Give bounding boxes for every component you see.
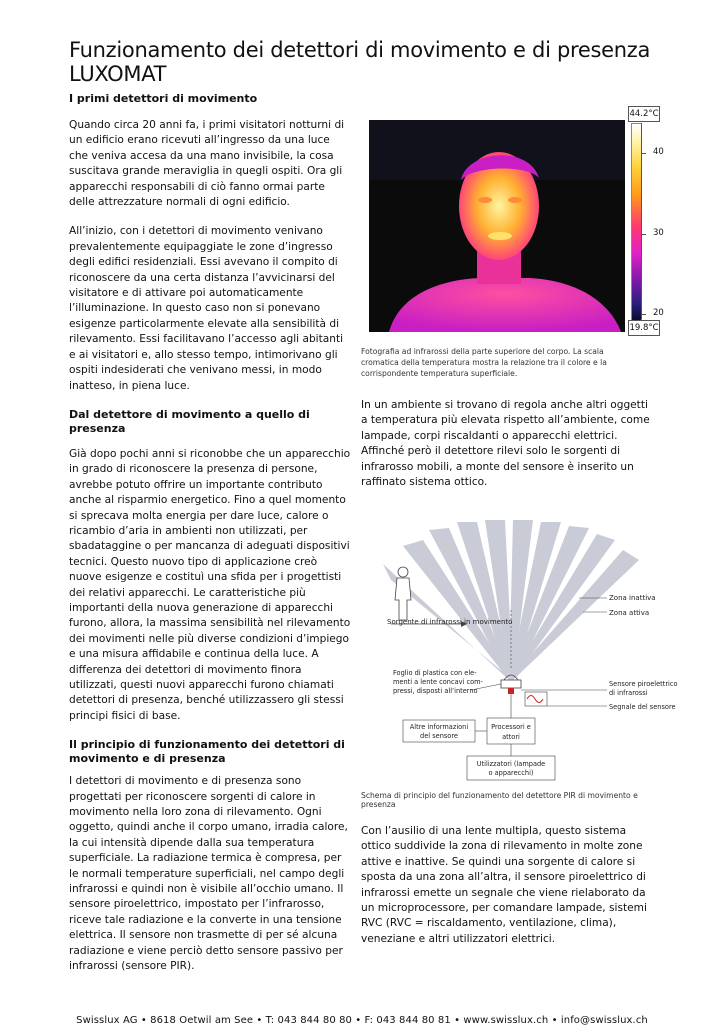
person-figure <box>395 567 411 620</box>
scale-tick-label: 20 <box>653 308 664 318</box>
label-sensore: di infrarossi <box>609 689 648 697</box>
label-altre: del sensore <box>420 732 458 740</box>
label-altre: Altre informazioni <box>409 723 469 731</box>
scale-tick-label: 30 <box>653 228 664 238</box>
scale-tick <box>641 314 646 315</box>
section-heading-primi-detettori: I primi detettori di movimento <box>69 92 258 105</box>
left-column <box>69 92 351 975</box>
page-title: Funzionamento dei detettori di movimento e di presenza LUXOMAT <box>69 38 651 86</box>
label-utilizzatori: o apparecchi) <box>488 769 534 777</box>
signal-box <box>525 692 547 706</box>
scale-tick-label: 40 <box>653 147 664 157</box>
pir-diagram-svg <box>361 520 678 790</box>
label-sorgente: Sorgente di infrarossi in movimento <box>387 618 513 626</box>
pyro-sensor <box>508 688 514 694</box>
scale-tick <box>641 234 646 235</box>
lens-element <box>501 680 521 688</box>
scale-max-label: 44.2°C <box>628 106 660 122</box>
section-heading-movimento-presenza: Dal detettore di movimento a quello di presenza <box>69 407 310 435</box>
diagram-caption: Schema di principio del funzionamento del detettore PIR di movimento e presenza <box>361 791 638 809</box>
label-zona-inattiva: Zona inattiva <box>609 594 656 602</box>
paragraph: Con l’ausilio di una lente multipla, questo sistema ottico suddivide la zona di rilevamento in molte zone attive e inattive. Se quindi una sorgente di calore si sposta da una zona all’altra, il sensore piroelettrico di infrarossi emette un segnale che viene rielaborato da un microprocessore, per comandare lampade, sistemi RVC (RVC = riscaldamento, ventilazione, clima), veneziane e altri utilizzatori elettrici. <box>361 825 647 945</box>
scale-min-label: 19.8°C <box>628 320 660 336</box>
infrared-photo <box>369 120 625 332</box>
paragraph: I detettori di movimento e di presenza sono progettati per riconoscere sorgenti di calore in movimento nella loro zona di rilevamento. Ogni oggetto, quindi anche il corpo umano, irradia calore, la cui intensità dipende dalla sua temperatura superficiale. La radiazione termica è compresa, per le normali temperature superficiali, nel campo degli infrarossi e quindi non è visibile all’occhio umano. Il sensore piroelettrico, impostato per l’infrarosso, riceve tale radiazione e la converte in una tensione elettrica. Il sensore non trasmette di per sé alcuna radiazione e viene perciò detto sensore passivo per infrarossi (sensore PIR). <box>69 775 348 973</box>
label-segnale: Segnale del sensore <box>609 703 676 711</box>
label-sensore: Sensore piroelettrico <box>609 680 678 688</box>
scale-tick <box>641 153 646 154</box>
label-foglio: menti a lente concavi com- <box>393 678 483 686</box>
label-zona-attiva: Zona attiva <box>609 609 650 617</box>
paragraph: Già dopo pochi anni si riconobbe che un apparecchio in grado di riconoscere la presenza di persone, avrebbe potuto offrire un importante contributo anche al risparmio energetico. Fino a quel momento si sprecava molta energia per dare luce, calore o ricambio d’aria in ambienti non utilizzati, per sbadataggine o per mancanza di adeguati dispositivi tecnici. Questo nuovo tipo di applicazione creò nuove esigenze e costituì una sfida per i progettisti dei relativi apparecchi. Le caratteristiche più importanti della nuova generazione di apparecchi furono, allora, la massima sensibilità nel rilevamento dei movimenti nelle più diverse condizioni d’impiego e una misura affidabile e continua della luce. A differenza dei detettori di movimento finora utilizzati, questi nuovi apparecchi furono chiamati detettori di presenza, benché utilizzassero gli stessi principi fisici di base. <box>69 447 351 722</box>
photo-caption: Fotografia ad infrarossi della parte superiore del corpo. La scala cromatica della temperatura mostra la relazione tra il colore e la corrispondente temperatura superficiale. <box>361 347 607 378</box>
label-foglio: Foglio di plastica con ele- <box>393 669 477 677</box>
paragraph: In un ambiente si trovano di regola anche altri oggetti a temperatura più elevata rispetto all’ambiente, come lampade, corpi riscaldanti o apparecchi elettrici. Affinché però il detettore rilevi solo le sorgenti di infrarosso mobili, a monte del sensore è inserito un raffinato sistema ottico. <box>361 399 650 489</box>
section-heading-principio: Il principio di funzionamento dei detettori di movimento e di presenza <box>69 738 345 766</box>
pir-diagram <box>361 520 678 790</box>
footer-contact: Swisslux AG • 8618 Oetwil am See • T: 043 844 80 80 • F: 043 844 80 81 • www.swisslux.ch • info@swisslux.ch <box>76 1015 648 1026</box>
paragraph: Quando circa 20 anni fa, i primi visitatori notturni di un edificio erano ricevuti all’ingresso da una luce che veniva accesa da una mano invisibile, la cosa suscitava grande meraviglia in quegli ospiti. Ora gli apparecchi responsabili di ciò fanno ormai parte delle attrezzature normali di ogni edificio. <box>69 119 345 209</box>
label-processori: Processori e <box>491 723 531 731</box>
label-foglio: pressi, disposti all’interno <box>393 687 478 695</box>
label-utilizzatori: Utilizzatori (lampade <box>476 760 546 768</box>
paragraph: All’inizio, con i detettori di movimento venivano prevalentemente equipaggiate le zone d’ingresso degli edifici residenziali. Essi avevano il compito di riconoscere da una certa distanza l’avvicinarsi del visitatore e di attivare poi automaticamente l’illuminazione. In questo caso non si ponevano esigenze particolarmente elevate alla sensibilità di rilevamento. Essi facilitavano l’accesso agli abitanti e ai visitatori e, allo stesso tempo, intimorivano gli ospiti indesiderati che venivano messi, in modo inatteso, in piena luce. <box>69 225 344 392</box>
label-processori: attori <box>502 733 520 741</box>
infrared-photo-image <box>369 120 625 332</box>
